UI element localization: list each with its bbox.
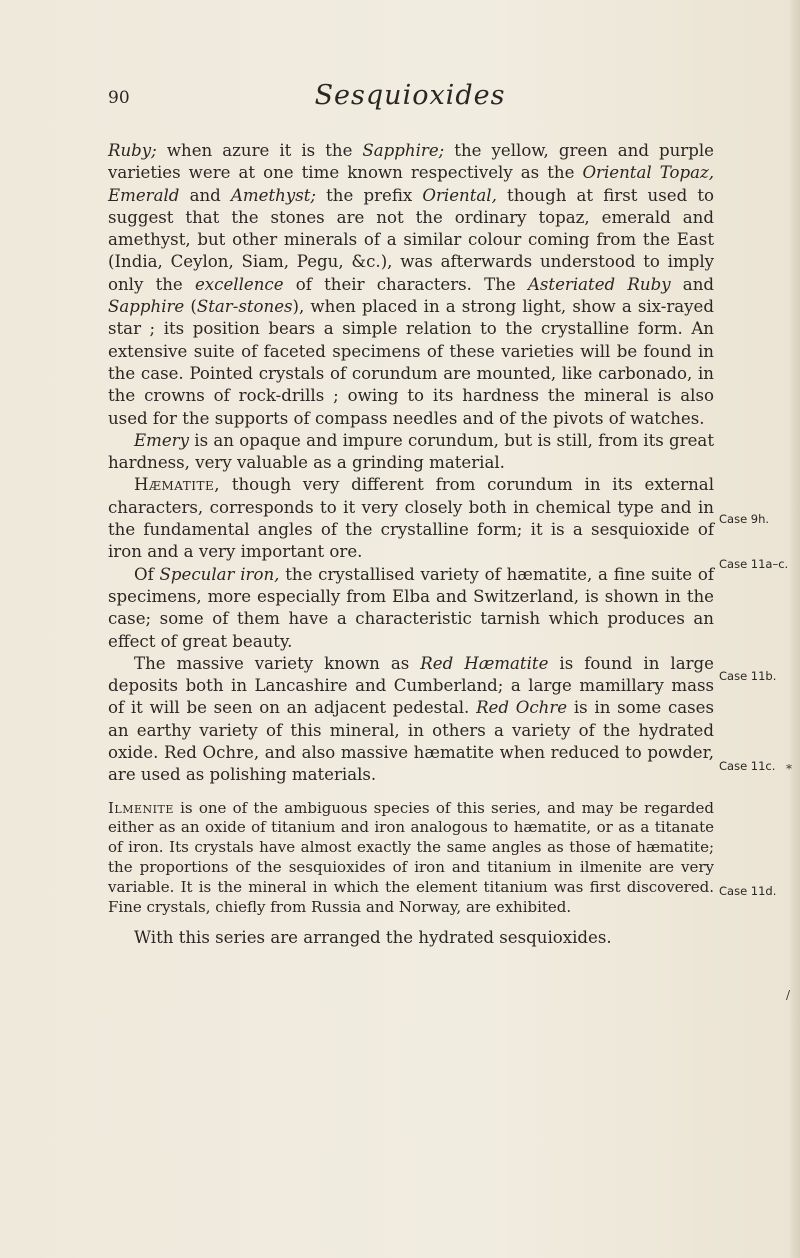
margin-note-case-11c: Case 11c.: [719, 759, 776, 773]
margin-mark-slash: /: [786, 988, 791, 1002]
text-run: the yellow, green and purple varieties were at one time known respectively as the: [108, 141, 714, 183]
italic-term: Amethyst;: [230, 185, 316, 205]
body-text: [108, 140, 714, 950]
italic-term: Star-stones: [196, 297, 293, 317]
text-run: though very different from corundum in its external characters, corresponds to it very closely both in chemical type and in the fundamental angles of the crystalline form; it is a sesquioxide of iron and a very important ore.: [108, 475, 714, 562]
paragraph-emery: [108, 430, 714, 475]
paragraph-closing: With this series are arranged the hydrated sesquioxides.: [134, 928, 612, 948]
margin-note-case-9h: Case 9h.: [719, 512, 770, 526]
italic-term: Red Hæmatite: [420, 653, 549, 673]
text-run: is in some cases an earthy variety of this mineral, in others a variety of the hydrated oxide. Red Ochre, and also massive hæmatite when reduced to powder, are used as polishing materials.: [108, 698, 714, 785]
text-run: (: [184, 297, 197, 317]
margin-note-case-11a-c: Case 11a–c.: [719, 557, 789, 571]
text-run: the crystallised variety of hæmatite, a fine suite of specimens, more especially from Elba and Switzerland, is shown in the case; some of them have a characteristic tarnish which produces an effect of great beauty.: [108, 564, 714, 651]
italic-term: Oriental,: [422, 185, 497, 205]
paragraph-red-haematite: [108, 653, 714, 787]
small-caps-term: Ilmenite: [108, 798, 174, 817]
running-title: Sesquioxides: [314, 80, 506, 111]
margin-note-case-11b: Case 11b.: [719, 669, 777, 683]
text-run: is one of the ambiguous species of this series, and may be regarded either as an oxide of titanium and iron analogous to hæmatite, or as a titanate of iron. Its crystals have almost exactly the same angles as those of hæmatite; the proportions of the sesquioxides of iron and titanium in ilmenite are very variable. It is the mineral in which the element titanium was first discovered. Fine crystals, chiefly from Russia and Norway, are exhibited.: [108, 798, 714, 916]
text-run: and: [179, 185, 231, 205]
paragraph-ilmenite: [108, 799, 714, 918]
italic-term: Oriental Topaz, Emerald: [108, 163, 714, 205]
paragraph-specular-iron: [108, 564, 714, 653]
text-run: The massive variety known as: [134, 653, 421, 673]
paragraph-ruby: [108, 140, 714, 430]
page-header: [90, 80, 730, 120]
italic-term: Sapphire: [108, 297, 185, 317]
margin-mark-arrow: ⁎: [786, 758, 792, 772]
text-run: is an opaque and impure corundum, but is still, from its great hardness, very valuable as a grinding material.: [108, 430, 714, 473]
text-run: of their characters. The: [283, 274, 528, 294]
small-caps-term: Hæmatite,: [134, 475, 221, 495]
page-number: 90: [108, 88, 130, 108]
paragraph-haematite: [108, 474, 714, 563]
text-run: the prefix: [315, 185, 423, 205]
page-edge: [790, 0, 800, 1258]
italic-term: excellence: [194, 274, 284, 294]
italic-term: Emery: [134, 430, 189, 450]
italic-term: Sapphire;: [362, 141, 445, 160]
text-run: is found in large deposits both in Lancashire and Cumberland; a large mamillary mass of it will be seen on an adjacent pedestal.: [108, 653, 715, 718]
text-run: when azure it is the: [156, 141, 363, 160]
closing-section: [108, 927, 714, 949]
margin-note-case-11d: Case 11d.: [719, 884, 777, 898]
text-run: and: [670, 274, 714, 294]
text-run: though at first used to suggest that the stones are not the ordinary topaz, emerald and amethyst, but other minerals of a similar colour coming from the East (India, Ceylon, Siam, Pegu, &c.), was afterwards understood to imply only the: [108, 185, 714, 294]
italic-term: Specular iron,: [159, 564, 280, 584]
small-print-section: [108, 799, 714, 918]
italic-term: Asteriated Ruby: [527, 274, 671, 294]
italic-term: Ruby;: [108, 141, 157, 160]
text-run: ), when placed in a strong light, show a six-rayed star ; its position bears a simple relation to the crystalline form. An extensive suite of faceted specimens of these varieties will be found in the case. Pointed crystals of corundum are mounted, like carbonado, in the crowns of rock-drills ; owing to its hardness the mineral is also used for the supports of compass needles and of the pivots of watches.: [108, 297, 714, 428]
italic-term: Red Ochre: [476, 698, 568, 718]
text-run: Of: [134, 564, 160, 584]
